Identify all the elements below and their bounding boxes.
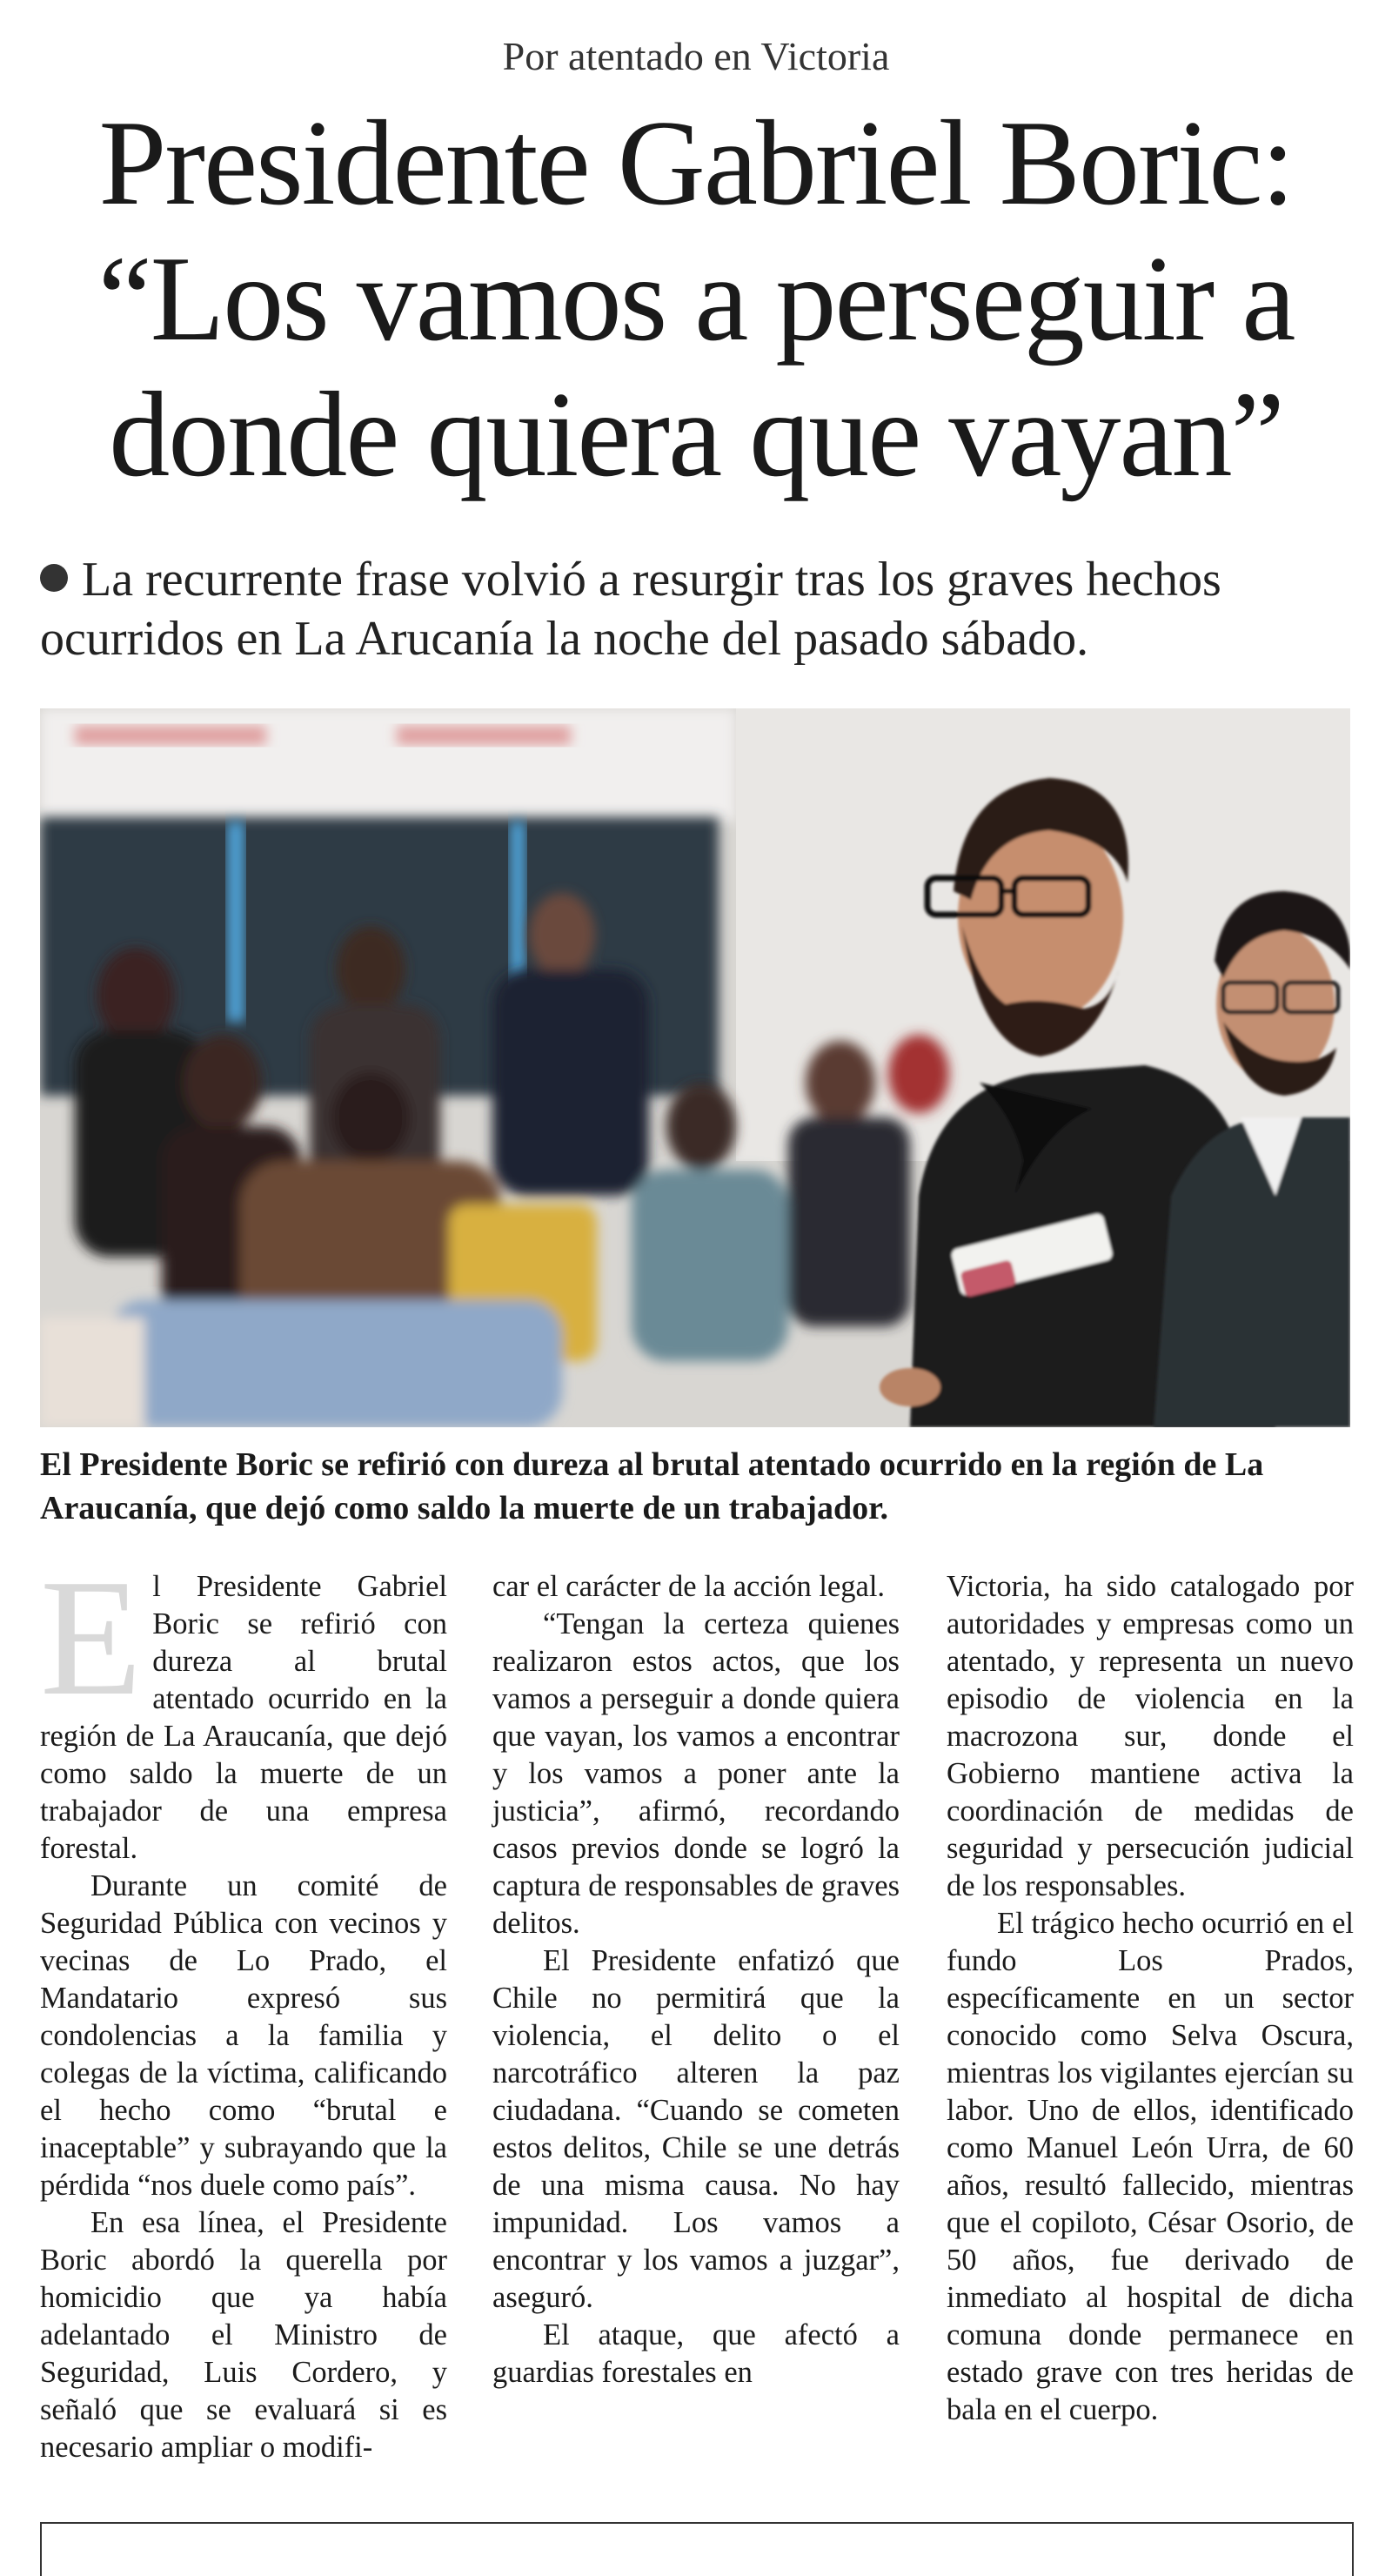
headline-line-3: donde quiera que vayan” bbox=[109, 367, 1283, 502]
paragraph: Victoria, ha sido catalogado por autoridades y empresas como un atentado, y representa un nuevo episodio de violencia en la macrozona sur, donde el Gobierno mantiene activa la coordinación de medidas de seguridad y persecución judicial de los responsables. bbox=[947, 1570, 1354, 1902]
paragraph: l Presidente Gabriel Boric se refirió con dureza al brutal atentado ocurrido en la región de La Araucanía, que dejó como saldo la muerte de un trabajador de una empresa forestal. bbox=[40, 1570, 447, 1865]
article-column-3 bbox=[947, 1568, 1354, 2429]
headline bbox=[35, 96, 1357, 503]
drop-cap: E bbox=[40, 1545, 143, 1730]
article-column-2 bbox=[492, 1568, 900, 2392]
paragraph: El trágico hecho ocurrió en el fundo Los Prados, específicamente en un sector conocido como Selva Oscura, mientras los vigilantes ejercían su labor. Uno de ellos, identificado como Manuel León Urra, de 60 años, resultó fallecido, mientras que el copiloto, César Osorio, de 50 años, fue derivado de inmediato al hospital de dicha comuna donde permanece en estado grave con tres heridas de bala en el cuerpo. bbox=[947, 1907, 1354, 2426]
article-column-1 bbox=[40, 1545, 447, 2466]
paragraph: Durante un comité de Seguridad Pública con vecinos y vecinas de Lo Prado, el Mandatario expresó sus condolencias a la familia y colegas de la víctima, calificando el hecho como “brutal e inaceptable” y subrayando que la pérdida “nos duele como país”. bbox=[40, 1869, 447, 2202]
deck-text: La recurrente frase volvió a resurgir tras los graves hechos ocurridos en La Arucanía la noche del pasado sábado. bbox=[40, 553, 1221, 666]
bottom-frame bbox=[40, 2522, 1354, 2576]
photo-icon bbox=[40, 708, 1350, 1427]
deck bbox=[40, 550, 1362, 668]
headline-line-1: Presidente Gabriel Boric: bbox=[98, 96, 1294, 231]
kicker: Por atentado en Victoria bbox=[502, 34, 890, 78]
paragraph: car el carácter de la acción legal. bbox=[492, 1570, 886, 1603]
paragraph: El ataque, que afectó a guardias forestales en bbox=[492, 2318, 900, 2389]
news-photo bbox=[40, 708, 1350, 1427]
photo-caption: El Presidente Boric se refirió con dureza al brutal atentado ocurrido en la región de La Araucanía, que dejó como saldo la muerte de un trabajador. bbox=[40, 1446, 1264, 1526]
bullet-icon bbox=[40, 564, 68, 592]
paragraph: El Presidente enfatizó que Chile no permitirá que la violencia, el delito o el narcotráfico alteren la paz ciudadana. “Cuando se cometen estos delitos, Chile se une detrás de una misma causa. No hay impunidad. Los vamos a encontrar y los vamos a juzgar”, aseguró. bbox=[492, 1944, 900, 2314]
headline-line-2: “Los vamos a perseguir a bbox=[97, 231, 1295, 366]
paragraph: “Tengan la certeza quienes realizaron estos actos, que los vamos a perseguir a donde quiera que vayan, los vamos a encontrar y los vamos a poner ante la justicia”, afirmó, recordando casos previos donde se logró la captura de responsables de graves delitos. bbox=[492, 1607, 900, 1940]
paragraph: En esa línea, el Presidente Boric abordó la querella por homicidio que ya había adelantado el Ministro de Seguridad, Luis Cordero, y señaló que se evaluará si es necesario ampliar o modifi- bbox=[40, 2206, 447, 2464]
